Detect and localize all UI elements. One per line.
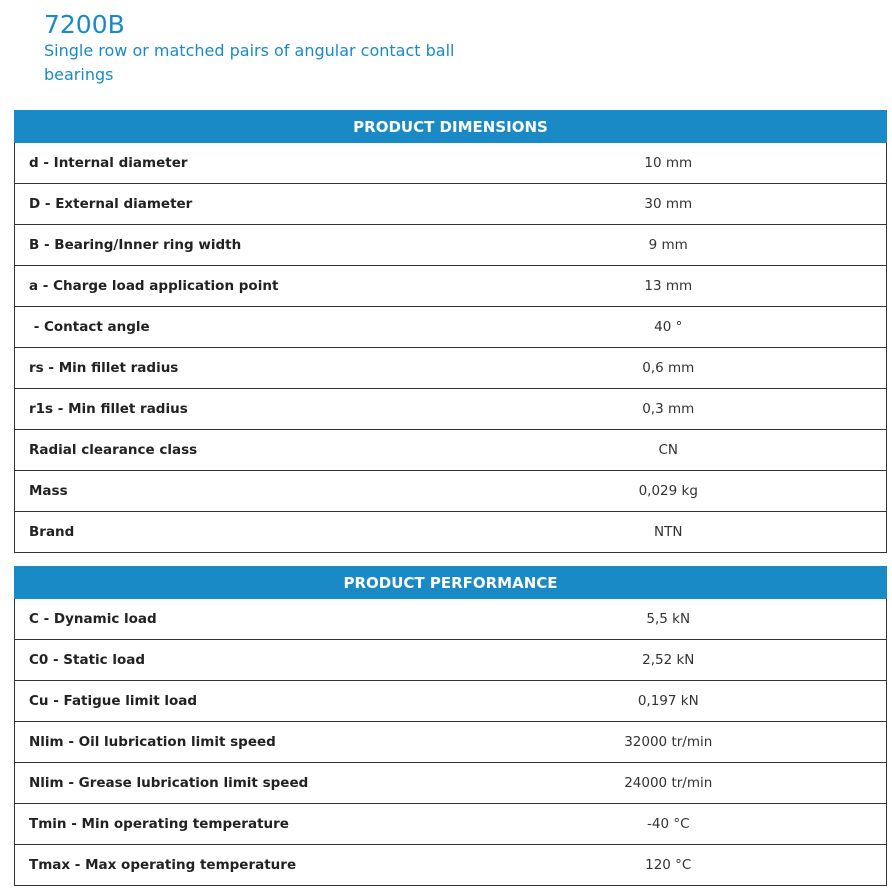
spec-label: C0 - Static load — [15, 640, 451, 681]
table-row — [15, 266, 887, 307]
spec-value: -40 °C — [451, 804, 887, 845]
product-dimensions-table — [14, 110, 887, 553]
product-performance-table — [14, 566, 887, 886]
spec-value: 40 ° — [451, 307, 887, 348]
table-header-row — [15, 567, 887, 599]
spec-value: 30 mm — [451, 184, 887, 225]
spec-label: Radial clearance class — [15, 430, 451, 471]
table-row — [15, 804, 887, 845]
table-row — [15, 430, 887, 471]
spec-label: Tmin - Min operating temperature — [15, 804, 451, 845]
spec-label: Nlim - Oil lubrication limit speed — [15, 722, 451, 763]
table-row — [15, 640, 887, 681]
table-row — [15, 143, 887, 184]
spec-value: 24000 tr/min — [451, 763, 887, 804]
spec-label: Nlim - Grease lubrication limit speed — [15, 763, 451, 804]
table-row — [15, 845, 887, 886]
product-code: 7200B — [44, 10, 125, 39]
spec-value: 2,52 kN — [451, 640, 887, 681]
spec-label: a - Charge load application point — [15, 266, 451, 307]
spec-value: 0,197 kN — [451, 681, 887, 722]
table-row — [15, 599, 887, 640]
spec-value: 10 mm — [451, 143, 887, 184]
table-row — [15, 722, 887, 763]
table-row — [15, 225, 887, 266]
spec-value: 5,5 kN — [451, 599, 887, 640]
product-performance-title: PRODUCT PERFORMANCE — [15, 567, 887, 599]
product-dimensions-title: PRODUCT DIMENSIONS — [15, 111, 887, 143]
spec-value: 32000 tr/min — [451, 722, 887, 763]
table-row — [15, 512, 887, 553]
table-row — [15, 389, 887, 430]
spec-label: Cu - Fatigue limit load — [15, 681, 451, 722]
table-header-row — [15, 111, 887, 143]
spec-value: CN — [451, 430, 887, 471]
table-row — [15, 681, 887, 722]
table-row — [15, 471, 887, 512]
spec-label: D - External diameter — [15, 184, 451, 225]
spec-label: - Contact angle — [15, 307, 451, 348]
spec-label: d - Internal diameter — [15, 143, 451, 184]
table-row — [15, 184, 887, 225]
spec-label: C - Dynamic load — [15, 599, 451, 640]
spec-value: 13 mm — [451, 266, 887, 307]
spec-value: 9 mm — [451, 225, 887, 266]
product-header — [44, 10, 484, 87]
spec-label: Brand — [15, 512, 451, 553]
product-subtitle: Single row or matched pairs of angular contact ball bearings — [44, 41, 455, 84]
spec-label: Tmax - Max operating temperature — [15, 845, 451, 886]
spec-value: 0,3 mm — [451, 389, 887, 430]
table-row — [15, 763, 887, 804]
spec-value: NTN — [451, 512, 887, 553]
spec-value: 120 °C — [451, 845, 887, 886]
spec-label: rs - Min fillet radius — [15, 348, 451, 389]
spec-label: Mass — [15, 471, 451, 512]
spec-value: 0,6 mm — [451, 348, 887, 389]
table-row — [15, 348, 887, 389]
spec-label: r1s - Min fillet radius — [15, 389, 451, 430]
spec-label: B - Bearing/Inner ring width — [15, 225, 451, 266]
spec-value: 0,029 kg — [451, 471, 887, 512]
table-row — [15, 307, 887, 348]
